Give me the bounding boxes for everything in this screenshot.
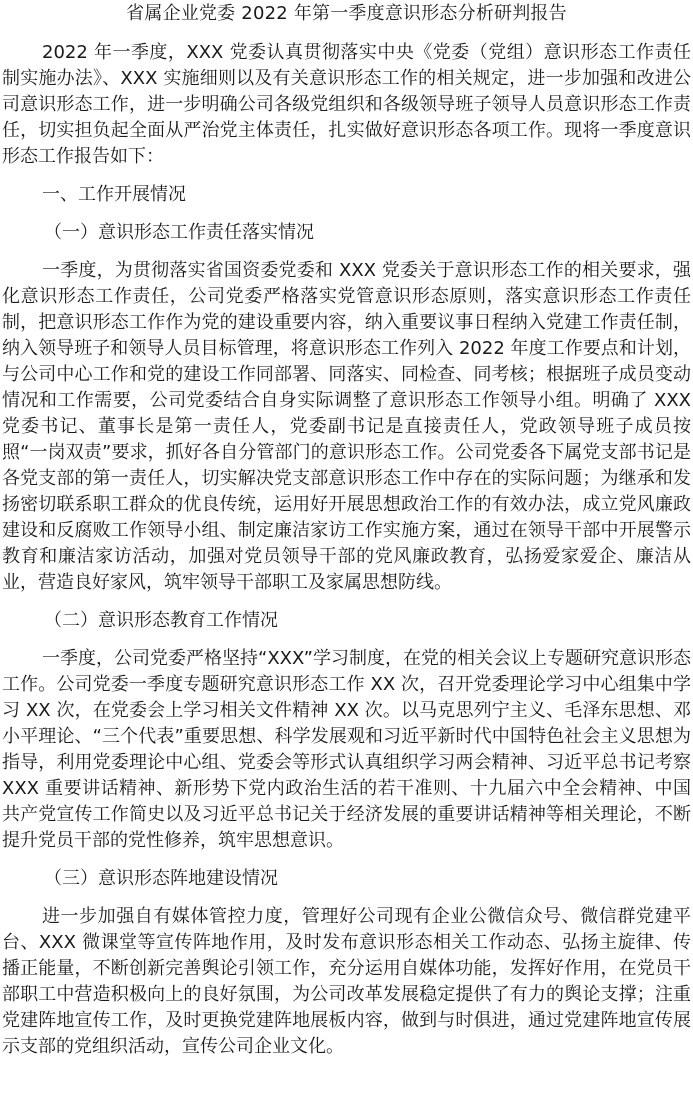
subsection-heading-education: （二）意识形态教育工作情况 [44, 610, 278, 631]
section-heading-work-status: 一、工作开展情况 [42, 184, 186, 205]
education-paragraph: 一季度，公司党委严格坚持“XXX”学习制度，在党的相关会议上专题研究意识形态工作。公司党委一季度专题研究意识形态工作 XX 次，召开党委理论学习中心组集中学习 XX 次，在党委会上学习相关文件精神 XX 次。以马克思列宁主义、毛泽东思想、邓小平理论、“三个代表”重要思想、科学发展观和习近平新时代中国特色社会主义思想为指导，利用党委理论中心组、党委会等形式认真组织学习两会精神、习近平总书记考察 XXX 重要讲话精神、新形势下党内政治生活的若干准则、十九届六中全会精神、中国共产党宣传工作简史以及习近平总书记关于经济发展的重要讲话精神等相关理论，不断提升党员干部的党性修养，筑牢思想意识。 [2, 648, 691, 851]
subsection-heading-platform: （三）意识形态阵地建设情况 [44, 868, 278, 889]
subsection-heading-responsibility: （一）意识形态工作责任落实情况 [44, 222, 314, 243]
responsibility-paragraph: 一季度，为贯彻落实省国资委党委和 XXX 党委关于意识形态工作的相关要求，强化意识形态工作责任，公司党委严格落实党管意识形态原则，落实意识形态工作责任制，把意识形态工作作为党的建设重要内容，纳入重要议事日程纳入党建工作责任制，纳入领导班子和领导人员目标管理，将意识形态工作列入 2022 年度工作要点和计划，与公司中心工作和党的建设工作同部署、同落实、同检查、同考核；根据班子成员变动情况和工作需要，公司党委结合自身实际调整了意识形态工作领导小组。明确了 XXX 党委书记、董事长是第一责任人，党委副书记是直接责任人，党政领导班子成员按照“一岗双责”要求，抓好各自分管部门的意识形态工作。公司党委各下属党支部书记是各党支部的第一责任人，切实解决党支部意识形态工作中存在的实际问题；为继承和发扬密切联系职工群众的优良传统，运用好开展思想政治工作的有效办法，成立党风廉政建设和反腐败工作领导小组、制定廉洁家访工作实施方案，通过在领导干部中开展警示教育和廉洁家访活动，加强对党员领导干部的党风廉政教育，弘扬爱家爱企、廉洁从业，营造良好家风，筑牢领导干部职工及家属思想防线。 [2, 260, 691, 593]
platform-paragraph: 进一步加强自有媒体管控力度，管理好公司现有企业公微信众号、微信群党建平台、XXX 微课堂等宣传阵地作用，及时发布意识形态相关工作动态、弘扬主旋律、传播正能量，不断创新完善舆论引领工作，充分运用自媒体功能，发挥好作用，在党员干部职工中营造积极向上的良好氛围，为公司改革发展稳定提供了有力的舆论支撑；注重党建阵地宣传工作，及时更换党建阵地展板内容，做到与时俱进，通过党建阵地宣传展示支部的党组织活动，宣传公司企业文化。 [2, 906, 691, 1057]
document-title: 省属企业党委 2022 年第一季度意识形态分析研判报告 [126, 3, 567, 24]
intro-paragraph: 2022 年一季度，XXX 党委认真贯彻落实中央《党委（党组）意识形态工作责任制实施办法》、XXX 实施细则以及有关意识形态工作的相关规定，进一步加强和改进公司意识形态工作，进一步明确公司各级党组织和各级领导班子领导人员意识形态工作责任，切实担负起全面从严治党主体责任，扎实做好意识形态各项工作。现将一季度意识形态工作报告如下： [2, 42, 691, 167]
